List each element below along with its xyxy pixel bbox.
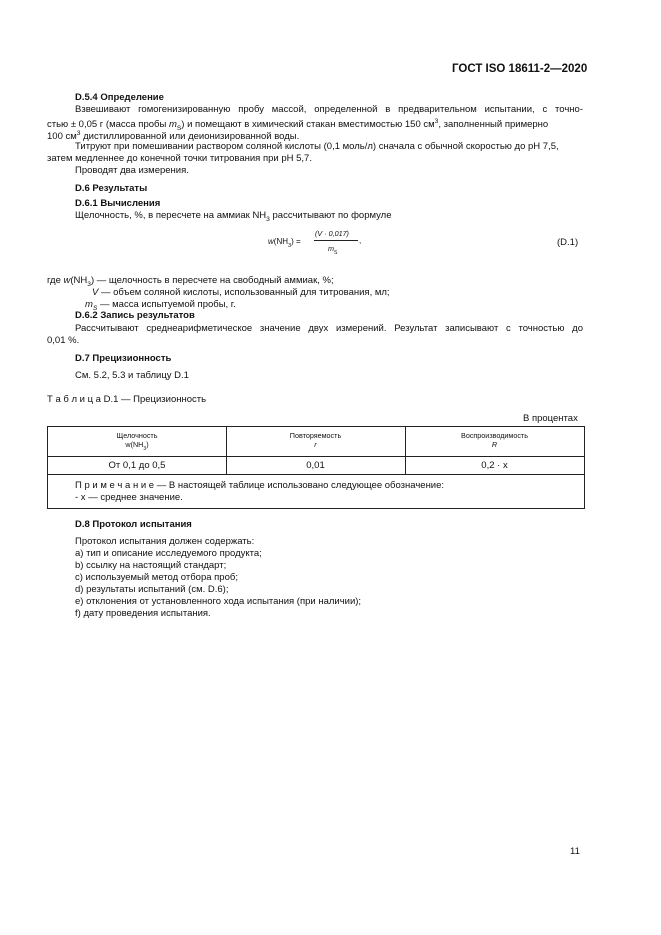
header-symbol: R <box>491 440 498 449</box>
d8-item-f: f) дату проведения испытания. <box>75 608 211 619</box>
text-fragment: ) <box>90 275 95 286</box>
table-header-repeatability <box>226 431 405 449</box>
table-units: В процентах <box>523 413 578 424</box>
row-divider <box>48 456 584 457</box>
subscript: 3 <box>288 243 292 249</box>
header-symbol <box>48 440 226 454</box>
text-fragment: где <box>47 275 64 286</box>
text-fragment: — щелочность в пересчете на свободный аммиак, %; <box>94 275 334 286</box>
formula-number: (D.1) <box>557 237 579 248</box>
superscript: 3 <box>76 130 81 137</box>
text-fragment: Т а б л и ц а <box>47 394 101 405</box>
d62-line2: 0,01 %. <box>47 335 80 346</box>
symbol-w: w <box>63 275 71 286</box>
text-fragment: ) и помещают в химический стакан вместимостью 150 см <box>181 119 435 130</box>
text-fragment: D.1 — Прецизионность <box>100 394 207 405</box>
formula-lhs <box>268 237 301 251</box>
subscript: 3 <box>87 281 91 288</box>
text-fragment: — масса испытуемой пробы, г. <box>97 299 236 310</box>
formula-comma: , <box>359 236 362 245</box>
text-fragment: ) = <box>291 237 301 246</box>
text-fragment: дистиллированной или деионизированной воды. <box>80 131 300 142</box>
subscript: 3 <box>143 446 147 452</box>
formula-d1 <box>268 229 378 259</box>
heading-d7: D.7 Прецизионность <box>75 353 172 364</box>
text-fragment: (NH <box>273 237 288 246</box>
header-label: Воспроизводимость <box>461 431 528 440</box>
table-caption <box>47 394 206 406</box>
table-header-alkalinity <box>48 431 226 454</box>
note-label: П р и м е ч а н и е <box>75 480 155 491</box>
heading-d8: D.8 Протокол испытания <box>75 519 192 530</box>
text-fragment: 100 см <box>47 131 77 142</box>
text-fragment: рассчитывают по формуле <box>269 210 392 221</box>
symbol-v: V <box>92 287 99 298</box>
d8-item-c: c) используемый метод отбора проб; <box>75 572 238 583</box>
where-item-v <box>92 287 390 299</box>
text-fragment: , заполненный примерно <box>438 119 549 130</box>
superscript: 3 <box>434 118 439 125</box>
symbol-m: m <box>168 119 177 130</box>
d54-paragraph-line1: Взвешивают гомогенизированную пробу массой, определенной в предварительном испытании, с точно- <box>75 104 583 115</box>
header-label: Повторяемость <box>289 431 342 440</box>
d54-measurements: Проводят два измерения. <box>75 165 189 176</box>
standard-id: ГОСТ ISO 18611-2—2020 <box>452 63 588 75</box>
header-label: Щелочность <box>116 431 158 440</box>
d8-item-d: d) результаты испытаний (см. D.6); <box>75 584 229 595</box>
table-cell-r: 0,01 <box>306 460 325 471</box>
formula-denominator <box>328 244 337 258</box>
symbol-w: w <box>268 237 274 246</box>
d7-text: См. 5.2, 5.3 и таблицу D.1 <box>75 370 189 381</box>
row-divider <box>48 474 584 475</box>
formula-numerator: (V · 0,017) <box>315 229 349 238</box>
symbol-m: m <box>328 244 334 253</box>
text-fragment: ) <box>146 440 149 449</box>
d8-item-e: e) отклонения от установленного хода испытания (при наличии); <box>75 596 362 607</box>
d8-intro: Протокол испытания должен содержать: <box>75 536 255 547</box>
precision-table <box>47 426 585 509</box>
text-fragment: стью ± 0,05 г (масса пробы <box>47 119 169 130</box>
d54-titration-line2: затем медленнее до конечной точки титрования при pH 5,7. <box>47 153 312 164</box>
table-header-reproducibility <box>405 431 584 449</box>
heading-d61: D.6.1 Вычисления <box>75 198 161 209</box>
text-fragment: w(NH <box>125 440 144 449</box>
d8-item-b: b) ссылку на настоящий стандарт; <box>75 560 227 571</box>
symbol-m: m <box>85 299 93 310</box>
d54-titration-line1: Титруют при помешивании раствором соляной кислоты (0,1 моль/л) сначала с обычной скоростью до pH 7,5, <box>75 141 559 152</box>
subscript: S <box>176 125 182 132</box>
header-symbol: r <box>314 440 317 449</box>
subscript: S <box>92 305 98 312</box>
table-note <box>75 480 444 492</box>
note-text: — В настоящей таблице использовано следующее обозначение: <box>154 480 445 491</box>
heading-d54: D.5.4 Определение <box>75 92 164 103</box>
subscript: 3 <box>266 216 270 223</box>
d8-item-a: a) тип и описание исследуемого продукта; <box>75 548 262 559</box>
heading-d62: D.6.2 Запись результатов <box>75 310 195 321</box>
subscript: S <box>334 250 338 256</box>
table-note-line2: - x — среднее значение. <box>75 492 183 503</box>
fraction-bar <box>314 240 358 241</box>
table-cell-range: От 0,1 до 0,5 <box>108 460 166 471</box>
page-number: 11 <box>570 846 580 857</box>
heading-d6: D.6 Результаты <box>75 183 148 194</box>
table-cell-R: 0,2 · x <box>481 460 508 471</box>
d61-intro <box>75 210 392 226</box>
d62-line1: Рассчитывают среднеарифметическое значение двух измерений. Результат записывают с точностью до <box>75 323 583 334</box>
text-fragment: Щелочность, %, в пересчете на аммиак NH <box>75 210 267 221</box>
text-fragment: (NH <box>70 275 88 286</box>
text-fragment: — объем соляной кислоты, использованный для титрования, мл; <box>98 287 390 298</box>
